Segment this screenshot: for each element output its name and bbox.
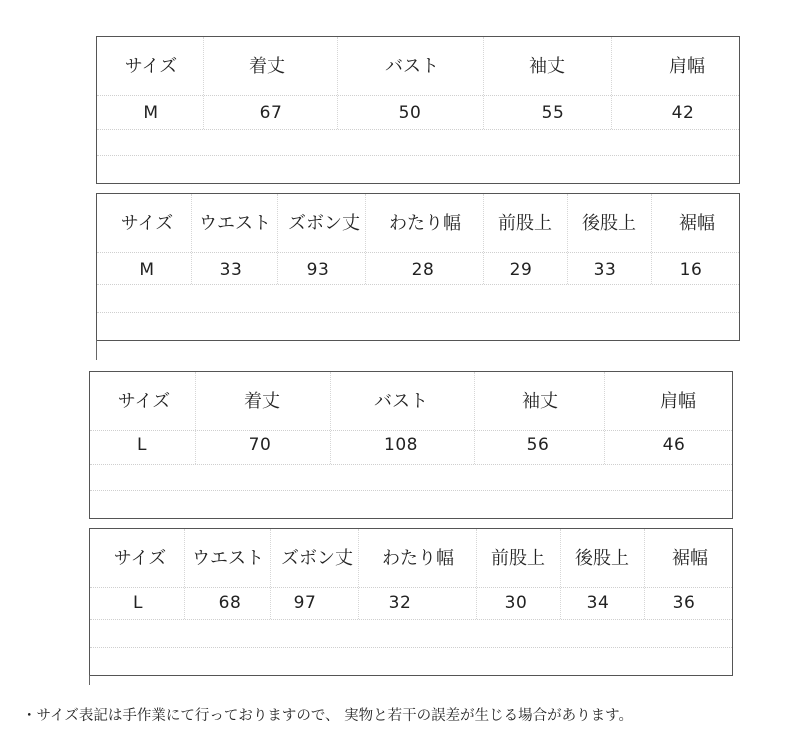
header-shoulder: 肩幅 (669, 56, 705, 77)
header-size: サイズ (117, 391, 171, 412)
header-bust: バスト (374, 391, 428, 412)
header-hem-width: 裾幅 (679, 213, 715, 234)
header-back-rise: 後股上 (575, 548, 629, 569)
value-thigh-width: 32 (388, 593, 412, 613)
value-bust: 50 (398, 103, 422, 123)
header-size: サイズ (113, 548, 167, 569)
header-size: サイズ (124, 56, 178, 77)
header-size: サイズ (120, 213, 174, 234)
table-edge-stub (96, 340, 97, 360)
value-back-rise: 33 (593, 260, 617, 280)
value-length: 70 (248, 435, 272, 455)
header-hem-width: 裾幅 (672, 548, 708, 569)
value-size: L (133, 593, 143, 613)
header-front-rise: 前股上 (491, 548, 545, 569)
value-shoulder: 42 (671, 103, 695, 123)
header-length: 着丈 (249, 56, 285, 77)
value-sleeve: 55 (541, 103, 565, 123)
value-shoulder: 46 (662, 435, 686, 455)
header-shoulder: 肩幅 (660, 391, 696, 412)
header-bust: バスト (385, 56, 439, 77)
value-thigh-width: 28 (411, 260, 435, 280)
size-disclaimer-note: ・サイズ表記は手作業にて行っておりますので、 実物と若干の誤差が生じる場合があります。 (22, 708, 633, 724)
value-bust: 108 (384, 435, 418, 455)
size-table-top-l (89, 371, 733, 519)
value-size: M (139, 260, 155, 280)
value-hem-width: 36 (672, 593, 696, 613)
value-sleeve: 56 (526, 435, 550, 455)
value-pants-length: 97 (293, 593, 317, 613)
header-front-rise: 前股上 (498, 213, 552, 234)
value-hem-width: 16 (679, 260, 703, 280)
size-table-top-m (96, 36, 740, 184)
size-table-pants-m (96, 193, 740, 341)
header-length: 着丈 (244, 391, 280, 412)
value-back-rise: 34 (586, 593, 610, 613)
header-sleeve: 袖丈 (522, 391, 558, 412)
header-waist: ウエスト (192, 548, 264, 569)
value-length: 67 (259, 103, 283, 123)
header-waist: ウエスト (199, 213, 271, 234)
value-pants-length: 93 (306, 260, 330, 280)
header-sleeve: 袖丈 (529, 56, 565, 77)
value-front-rise: 30 (504, 593, 528, 613)
header-thigh-width: わたり幅 (382, 548, 454, 569)
value-waist: 68 (218, 593, 242, 613)
header-back-rise: 後股上 (582, 213, 636, 234)
header-pants-length: ズボン丈 (281, 548, 353, 569)
header-thigh-width: わたり幅 (389, 213, 461, 234)
value-size: L (137, 435, 147, 455)
size-table-pants-l (89, 528, 733, 676)
value-size: M (143, 103, 159, 123)
value-front-rise: 29 (509, 260, 533, 280)
value-waist: 33 (219, 260, 243, 280)
table-edge-stub (89, 675, 90, 685)
header-pants-length: ズボン丈 (288, 213, 360, 234)
